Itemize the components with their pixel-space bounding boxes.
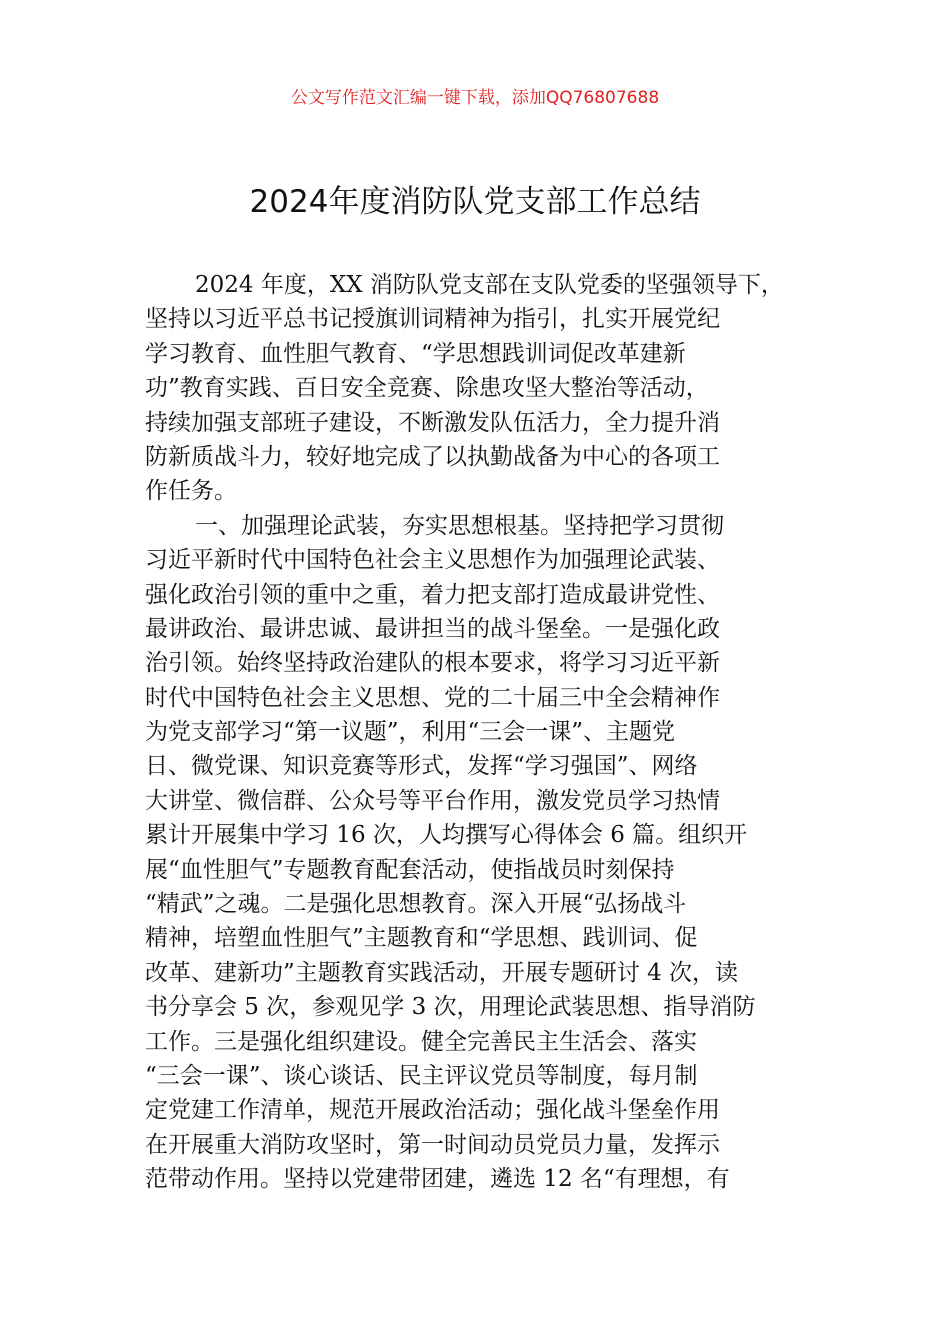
body-line: 一、加强理论武装，夯实思想根基。坚持把学习贯彻 [195,512,724,539]
body-line: 持续加强支部班子建设，不断激发队伍活力，全力提升消 [145,409,720,436]
body-line: “精武”之魂。二是强化思想教育。深入开展“弘扬战斗 [145,891,687,918]
body-line: “三会一课”、谈心谈话、民主评议党员等制度，每月制 [145,1062,698,1089]
body-line: 为党支部学习“第一议题”，利用“三会一课”、主题党 [145,719,676,746]
body-line: 最讲政治、最讲忠诚、最讲担当的战斗堡垒。一是强化政 [145,615,720,642]
body-line: 治引领。始终坚持政治建队的根本要求，将学习习近平新 [145,650,720,677]
body-line: 作任务。 [145,478,237,505]
document-title: 2024年度消防队党支部工作总结 [249,184,701,220]
body-line: 学习教育、血性胆气教育、“学思想践训词促改革建新 [145,340,686,367]
body-line: 书分享会 5 次，参观见学 3 次，用理论武装思想、指导消防 [145,994,756,1021]
body-line: 大讲堂、微信群、公众号等平台作用，激发党员学习热情 [145,787,720,814]
body-line: 范带动作用。坚持以党建带团建，遴选 12 名“有理想，有 [145,1166,730,1193]
body-line: 精神，培塑血性胆气”主题教育和“学思想、践训词、促 [145,925,698,952]
body-line: 防新质战斗力，较好地完成了以执勤战备为中心的各项工 [145,443,720,470]
body-line: 改革、建新功”主题教育实践活动，开展专题研讨 4 次，读 [145,959,739,986]
body-line: 工作。三是强化组织建设。健全完善民主生活会、落实 [145,1028,697,1055]
body-line: 强化政治引领的重中之重，着力把支部打造成最讲党性、 [145,581,720,608]
body-line: 定党建工作清单，规范开展政治活动；强化战斗堡垒作用 [145,1097,720,1124]
document-body [145,268,809,1197]
watermark-banner: 公文写作范文汇编一键下载，添加QQ76807688 [290,88,660,108]
body-line: 功”教育实践、百日安全竞赛、除患攻坚大整治等活动， [145,375,709,402]
body-line: 习近平新时代中国特色社会主义思想作为加强理论武装、 [145,547,720,574]
body-line: 累计开展集中学习 16 次，人均撰写心得体会 6 篇。组织开 [145,822,748,849]
body-line: 在开展重大消防攻坚时，第一时间动员党员力量，发挥示 [145,1131,720,1158]
body-line: 坚持以习近平总书记授旗训词精神为指引，扎实开展党纪 [145,306,720,333]
body-line: 时代中国特色社会主义思想、党的二十届三中全会精神作 [145,684,720,711]
body-line: 2024 年度，XX 消防队党支部在支队党委的坚强领导下， [195,272,784,298]
body-line: 展“血性胆气”专题教育配套活动，使指战员时刻保持 [145,856,675,883]
body-line: 日、微党课、知识竞赛等形式，发挥“学习强国”、网络 [145,753,698,780]
